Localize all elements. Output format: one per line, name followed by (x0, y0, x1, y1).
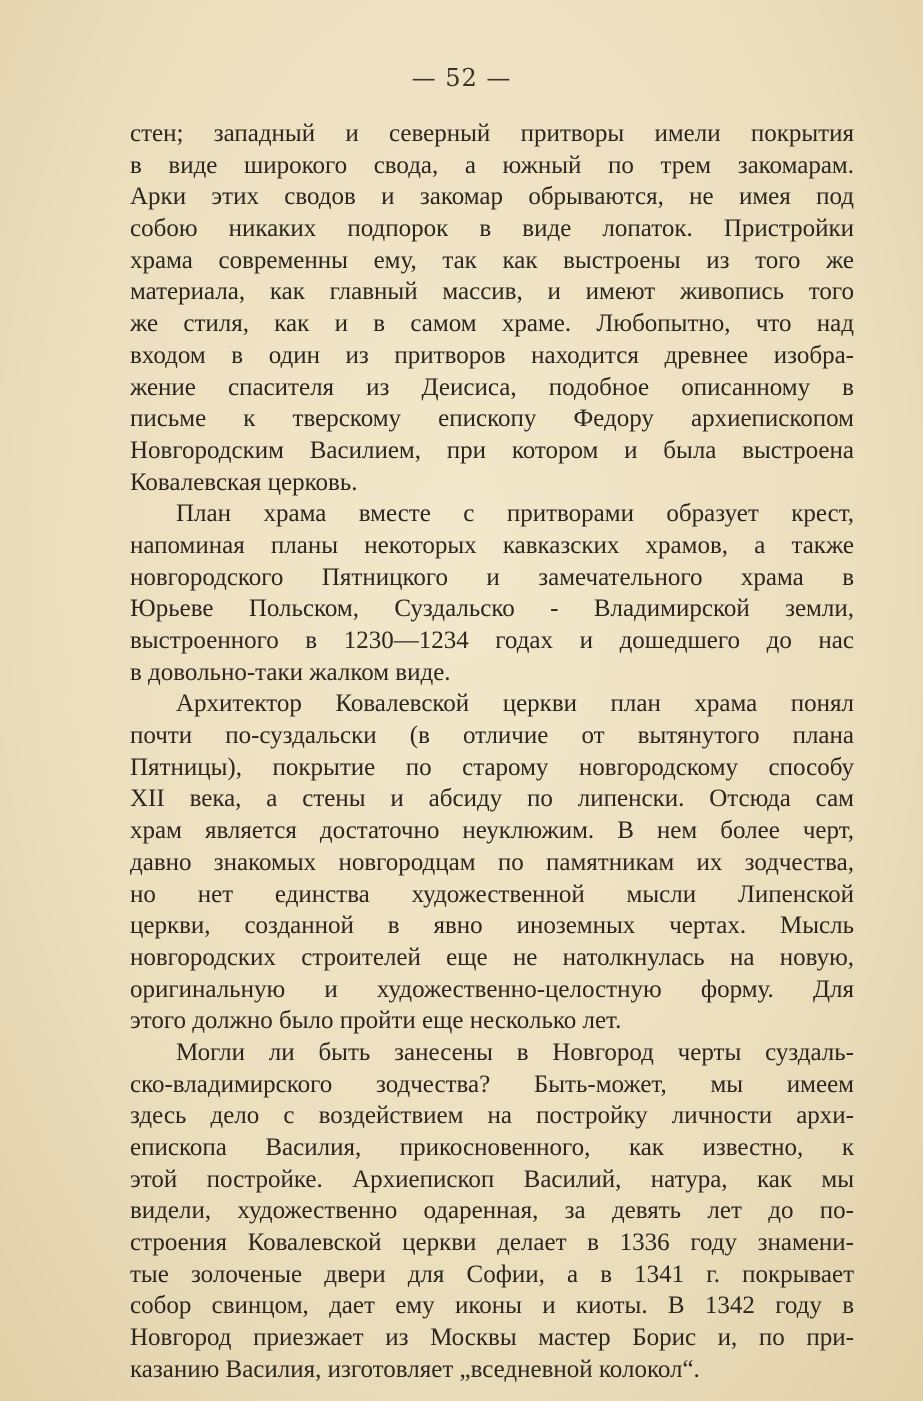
text-line: письме к тверскому епископу Федору архиепископом (130, 405, 854, 433)
text-line: строения Ковалевской церкви делает в 1336 году знамени- (130, 1229, 854, 1257)
text-line: Могли ли быть занесены в Новгород черты суздаль- (176, 1038, 854, 1066)
text-line: оригинальную и художественно-целостную форму. Для (130, 975, 854, 1003)
text-line: же стиля, как и в самом храме. Любопытно, что над (130, 310, 854, 338)
text-line: епископа Василия, прикосновенного, как известно, к (130, 1134, 854, 1161)
text-line: новгородских строителей еще не натолкнулась на новую, (130, 943, 854, 971)
paragraph (130, 1037, 854, 1386)
text-line: давно знакомых новгородцам по памятникам их зодчества, (130, 848, 854, 876)
text-line: Новгород приезжает из Москвы мастер Борис и, по при- (130, 1324, 854, 1352)
text-line: выстроенного в 1230—1234 годах и дошедшего до нас (130, 627, 854, 654)
text-line: План храма вместе с притворами образует крест, (176, 500, 854, 528)
text-line: но нет единства художественной мысли Липенской (130, 880, 854, 908)
text-line: напоминая планы некоторых кавказских храмов, а также (130, 531, 854, 559)
text-line: этого должно было пройти еще несколько лет. (130, 1007, 622, 1035)
paragraph (130, 688, 854, 1037)
text-line: Юрьеве Польском, Суздальско - Владимирской земли, (130, 595, 854, 623)
text-line: стен; западный и северный притворы имели покрытия (130, 120, 854, 147)
paragraph (130, 498, 854, 688)
text-line: Архитектор Ковалевской церкви план храма понял (176, 690, 854, 718)
text-line: этой постройке. Архиепископ Василий, натура, как мы (130, 1165, 854, 1193)
text-line: Пятницы), покрытие по старому новгородскому способу (130, 753, 854, 781)
text-line: входом в один из притворов находится древнее изобра- (130, 341, 854, 369)
text-line: церкви, созданной в явно иноземных чертах. Мысль (130, 912, 854, 940)
text-line: тые золоченые двери для Софии, а в 1341 г. покрывает (130, 1260, 854, 1288)
text-line: Новгородским Василием, при котором и была выстроена (130, 436, 854, 464)
text-line: Арки этих сводов и закомар обрываются, не имея под (130, 183, 854, 211)
text-line: храм является достаточно неуклюжим. В нем более черт, (130, 817, 854, 845)
text-line: материала, как главный массив, и имеют живопись того (130, 278, 854, 306)
text-line: Ковалевская церковь. (130, 468, 358, 496)
text-line: здесь дело с воздействием на постройку личности архи- (130, 1102, 854, 1130)
text-line: в виде широкого свода, а южный по трем закомарам. (130, 151, 854, 179)
text-line: жение спасителя из Деисиса, подобное описанному в (130, 373, 854, 401)
paragraph (130, 118, 854, 498)
page-number: — 52 — (411, 64, 512, 92)
body-text (130, 118, 854, 1386)
text-line: собор свинцом, дает ему иконы и киоты. В 1342 году в (130, 1292, 854, 1320)
text-line: в довольно-таки жалком виде. (130, 658, 451, 686)
text-line: собою никаких подпорок в виде лопаток. Пристройки (130, 215, 854, 243)
text-line: новгородского Пятницкого и замечательного храма в (130, 563, 854, 591)
text-line: почти по-суздальски (в отличие от вытянутого плана (130, 722, 854, 750)
text-line: ско-владимирского зодчества? Быть-может, мы имеем (130, 1070, 854, 1098)
text-line: храма современны ему, так как выстроены из того же (130, 246, 854, 274)
text-line: XII века, а стены и абсиду по липенски. Отсюда сам (130, 785, 854, 813)
text-line: видели, художественно одаренная, за девять лет до по- (130, 1197, 854, 1225)
text-line: казанию Василия, изготовляет „вседневной колокол“. (130, 1355, 700, 1383)
